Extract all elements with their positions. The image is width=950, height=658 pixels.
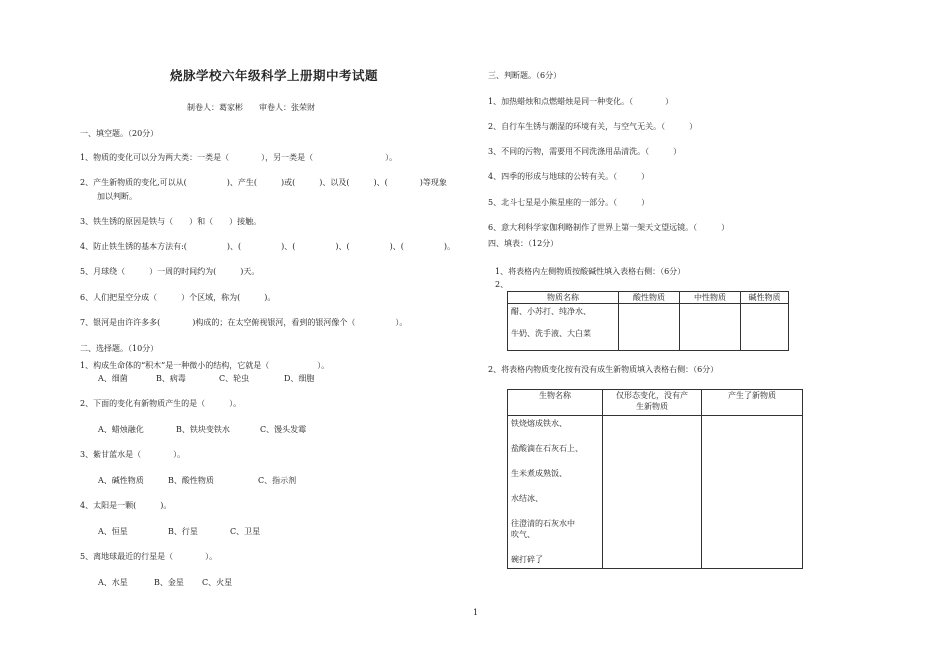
table-header: 生物名称 — [508, 390, 603, 416]
question-item: 4、太阳是一颗( )。 — [80, 501, 172, 510]
question-item: 3、紫甘蓝水是（ ）。 — [80, 450, 186, 459]
table-header — [603, 390, 702, 416]
answer-cell[interactable] — [619, 304, 680, 351]
acid-base-table — [507, 291, 789, 351]
list-item: 铁烧熔成铁水、 — [511, 419, 567, 428]
table-cell — [508, 416, 603, 569]
question-item: 1、构成生命体的“积木”是一种微小的结构，它就是（ ）。 — [80, 361, 330, 370]
answer-cell[interactable] — [702, 416, 803, 569]
option: C、指示剂 — [258, 476, 297, 485]
page-title: 烧脉学校六年级科学上册期中考试题 — [170, 68, 379, 83]
header-line: 仅形态变化，没有产 — [616, 391, 688, 400]
question-item: 1、将表格内左侧物质按酸碱性填入表格右侧：（6分） — [495, 267, 686, 276]
option: A、蜡烛融化 — [98, 425, 144, 434]
question-item: 3、铁生锈的原因是铁与（ ）和（ ）接触。 — [80, 217, 262, 226]
question-item: 5、北斗七星是小熊星座的一部分。（ ） — [488, 198, 650, 207]
option: D、细胞 — [284, 374, 315, 383]
question-item: 1、加热蜡烛和点燃蜡烛是同一种变化。（ ） — [488, 97, 674, 106]
answer-options — [98, 424, 306, 435]
page-number: 1 — [473, 608, 479, 617]
option: C、卫星 — [230, 527, 261, 536]
option: C、轮虫 — [219, 374, 250, 383]
option: B、酸性物质 — [168, 476, 214, 485]
option: C、馒头发霉 — [260, 425, 307, 434]
answer-cell[interactable] — [680, 304, 741, 351]
table-cell — [508, 304, 619, 351]
list-item: 水结冰、 — [511, 494, 543, 503]
section-heading: 三、判断题。（6分） — [488, 71, 562, 80]
question-item: 1、物质的变化可以分为两大类：一类是（ ），另一类是（ ）。 — [80, 153, 398, 162]
question-item: 2、自行车生锈与潮湿的环境有关，与空气无关。（ ） — [488, 122, 698, 131]
answer-options — [98, 526, 260, 537]
answer-options — [98, 475, 296, 486]
answer-cell[interactable] — [603, 416, 702, 569]
question-item: 6、人们把星空分成（ ）个区域，称为( )。 — [80, 293, 276, 302]
question-item: 6、意大利科学家伽利略制作了世界上第一架天文望远镜。（ ） — [488, 223, 730, 232]
answer-options — [98, 577, 232, 588]
option: B、铁块变铁水 — [176, 425, 230, 434]
question-item: 2、将表格内物质变化按有没有成生新物质填入表格右侧：（6分） — [488, 365, 719, 374]
option: B、病毒 — [156, 374, 186, 383]
section-heading: 一、填空题。（20分） — [80, 129, 159, 138]
table-header: 产生了新物质 — [702, 390, 803, 416]
question-item: 4、防止铁生锈的基本方法有:( )、( )、( )、( )、( )。 — [80, 242, 455, 251]
question-item: 2、 — [495, 280, 509, 289]
option: B、金星 — [154, 578, 184, 587]
author-line: 制卷人：葛家彬 审卷人：张荣财 — [187, 103, 315, 112]
list-item: 吹气、 — [511, 530, 535, 539]
section-heading: 四、填表：（12分） — [488, 239, 559, 248]
list-item: 往澄清的石灰水中 — [511, 519, 575, 528]
change-table — [507, 389, 803, 569]
answer-cell[interactable] — [741, 304, 789, 351]
question-item: 7、银河是由许许多多( )构成的；在太空俯视银河，看到的银河像个（ ）。 — [80, 318, 408, 327]
list-item: 碗打碎了 — [511, 555, 543, 564]
option: C、火星 — [202, 578, 233, 587]
section-heading: 二、选择题。（10分） — [80, 344, 159, 353]
question-item: 加以判断。 — [97, 192, 137, 201]
header-line: 生新物质 — [636, 402, 668, 411]
list-item: 盐酸滴在石灰石上、 — [511, 444, 583, 453]
question-item: 5、月球绕（ ）一周的时间约为( )天。 — [80, 267, 260, 276]
table-header: 酸性物质 — [619, 292, 680, 304]
option: A、碱性物质 — [98, 476, 144, 485]
cell-line: 牛奶、洗手液、大白菜 — [511, 329, 591, 338]
list-item: 生米煮成熟饭、 — [511, 469, 567, 478]
question-item: 3、不同的污物，需要用不同洗涤用品清洗。（ ） — [488, 147, 682, 156]
option: A、细菌 — [98, 374, 128, 383]
option: A、水星 — [98, 578, 128, 587]
question-item: 2、下面的变化有新物质产生的是（ ）。 — [80, 399, 242, 408]
answer-options — [98, 373, 314, 384]
table-header: 物质名称 — [508, 292, 619, 304]
question-item: 2、产生新物质的变化,可以从( )、产生( )或( )、以及( )、( )等现象 — [80, 178, 447, 187]
question-item: 4、四季的形成与地球的公转有关。（ ） — [488, 172, 650, 181]
question-item: 5、离地球最近的行星是（ ）。 — [80, 552, 218, 561]
cell-line: 醋、小苏打、纯净水、 — [511, 307, 591, 316]
option: A、恒星 — [98, 527, 128, 536]
table-header: 中性物质 — [680, 292, 741, 304]
table-header: 碱性物质 — [741, 292, 789, 304]
option: B、行星 — [168, 527, 198, 536]
